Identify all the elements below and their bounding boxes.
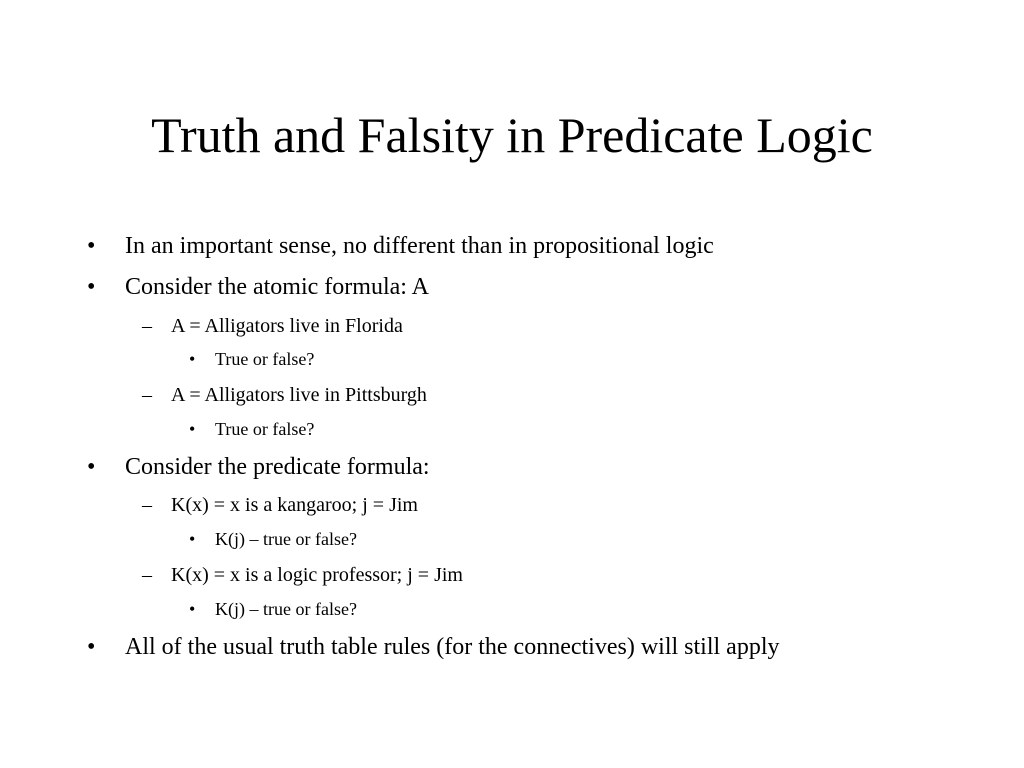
bullet-marker: • [87, 454, 96, 480]
sub-sub-bullet-text: K(j) – true or false? [215, 529, 357, 549]
bullet-text: In an important sense, no different than in propositional logic [125, 233, 714, 259]
sub-sub-bullet-marker: • [189, 419, 196, 439]
sub-sub-bullet-marker: • [189, 529, 196, 549]
sub-bullet-text: A = Alligators live in Pittsburgh [171, 384, 427, 406]
bullet-marker: • [87, 233, 96, 259]
sub-bullet-text: K(x) = x is a logic professor; j = Jim [171, 564, 463, 586]
sub-sub-bullet-text: K(j) – true or false? [215, 599, 357, 619]
sub-bullet-text: K(x) = x is a kangaroo; j = Jim [171, 494, 418, 516]
bullet-marker: • [87, 634, 96, 660]
bullet-text: All of the usual truth table rules (for the connectives) will still apply [125, 634, 780, 660]
bullet-marker: • [87, 274, 96, 300]
sub-bullet-marker: – [142, 494, 152, 516]
bullet-text: Consider the predicate formula: [125, 454, 430, 480]
sub-sub-bullet-marker: • [189, 599, 196, 619]
sub-bullet-marker: – [142, 315, 152, 337]
sub-sub-bullet-text: True or false? [215, 419, 315, 439]
sub-bullet-marker: – [142, 564, 152, 586]
slide-title: Truth and Falsity in Predicate Logic [151, 107, 873, 163]
sub-sub-bullet-marker: • [189, 349, 196, 369]
sub-bullet-marker: – [142, 384, 152, 406]
sub-bullet-text: A = Alligators live in Florida [171, 315, 403, 337]
bullet-text: Consider the atomic formula: A [125, 274, 429, 300]
sub-sub-bullet-text: True or false? [215, 349, 315, 369]
